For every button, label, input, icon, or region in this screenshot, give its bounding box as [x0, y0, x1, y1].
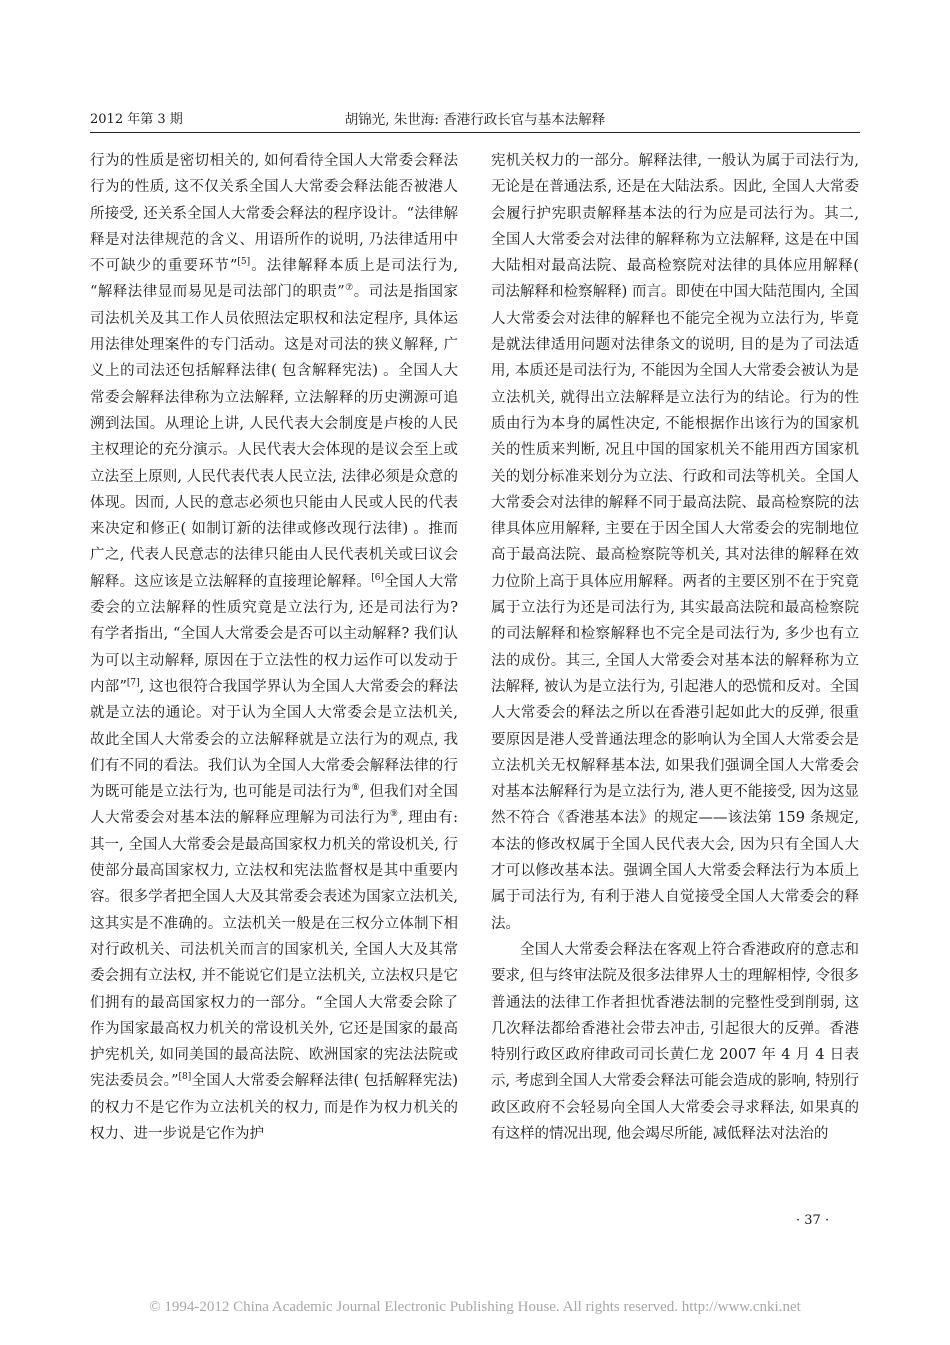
- text-run: , 理由有: 其一, 全国人大常委会是最高国家权力机关的常设机关, 行使部分最高国家权力, 立法权和宪法监督权是其中重要内容。很多学者把全国人大及其常委会表述为国家立法机关, 这其实是不准确的。立法机关一般是在三权分立体制下相对行政机关、司法机关而言的国家机关, 全国人大及其常委会拥有立法权, 并不能说它们是立法机关, 立法权只是它们拥有的最高国家权力的一部分。“全国人大常委会除了作为国家最高权力机关的常设机关外, 它还是国家的最高护宪机关, 如同美国的最高法院、欧洲国家的宪法法院或宪法委员会。”: [90, 810, 458, 1090]
- text-run: 行为的性质是密切相关的, 如何看待全国人大常委会释法行为的性质, 这不仅关系全国人大常委会释法能否被港人所接受, 还关系全国人大常委会释法的程序设计。“法律解释是对法律规范的含义、用语所作的说明, 乃法律适用中不可缺少的重要环节”: [90, 153, 458, 275]
- journal-issue: 2012 年第 3 期: [90, 112, 183, 127]
- left-column: [90, 148, 458, 1147]
- text-run: 全国人大常委会解释法律( 包括解释宪法) 的权力不是它作为立法机关的权力, 而是作为权力机关的权力、进一步说是它作为护: [90, 1073, 459, 1142]
- footnote-ref: ⑨: [389, 809, 399, 820]
- text-run: 。司法是指国家司法机关及其工作人员依照法定职权和法定程序, 具体运用法律处理案件的专门活动。这是对司法的狭义解释, 广义上的司法还包括解释法律( 包含解释宪法) 。全国人大常委会解释法律称为立法解释, 立法解释的历史溯源可追溯到法国。从理论上讲, 人民代表大会制度是卢梭的人民主权理论的充分演示。人民代表大会体现的是议会至上或立法至上原则, 人民代表代表人民立法, 法律必须是众意的体现。因而, 人民的意志必须也只能由人民或人民的代表来决定和修正( 如制订新的法律或修改现行法律) 。推而广之, 代表人民意志的法律只能由人民代表机关或曰议会解释。这应该是立法解释的直接理论解释。: [90, 284, 459, 590]
- right-paragraph-continued: 宪机关权力的一部分。解释法律, 一般认为属于司法行为, 无论是在普通法系, 还是在大陆法系。因此, 全国人大常委会履行护宪职责解释基本法的行为应是司法行为。其二, 全国人大常委会对法律的解释称为立法解释, 这是在中国大陆相对最高法院、最高检察院对法律的具体应用解释( 司法解释和检察解释) 而言。即使在中国大陆范围内, 全国人大常委会对法律的解释也不能完全视为立法行为, 毕竟是就法律适用问题对法律条文的说明, 目的是为了司法适用, 本质还是司法行为, 不能因为全国人大常委会被认为是立法机关, 就得出立法解释是立法行为的结论。行为的性质由行为本身的属性决定, 不能根据作出该行为的国家机关的性质来判断, 况且中国的国家机关不能用西方国家机关的划分标准来划分为立法、行政和司法等机关。全国人大常委会对法律的解释不同于最高法院、最高检察院的法律具体应用解释, 主要在于因全国人大常委会的宪制地位高于最高法院、最高检察院等机关, 其对法律的解释在效力位阶上高于具体应用解释。两者的主要区别不在于究竟属于立法行为还是司法行为, 其实最高法院和最高检察院的司法解释和检察解释也不完全是司法行为, 多少也有立法的成份。其三, 全国人大常委会对基本法的解释称为立法解释, 被认为是立法行为, 引起港人的恐慌和反对。全国人大常委会的释法之所以在香港引起如此大的反弹, 很重要原因是港人受普通法理念的影响认为全国人大常委会是立法机关无权解释基本法, 如果我们强调全国人大常委会对基本法解释行为是立法行为, 港人更不能接受, 因为这显然不符合《香港基本法》的规定——该法第 159 条规定, 本法的修改权属于全国人民代表大会, 因为只有全国人大才可以修改基本法。强调全国人大常委会释法行为本质上属于司法行为, 有利于港人自觉接受全国人大常委会的释法。: [491, 153, 859, 932]
- running-header: [90, 104, 860, 133]
- text-run: , 这也很符合我国学界认为全国人大常委会的释法就是立法的通论。对于认为全国人大常委会是立法机关, 故此全国人大常委会的立法解释就是立法行为的观点, 我们有不同的看法。我们认为全国人大常委会解释法律的行为既可能是立法行为, 也可能是司法行为: [90, 678, 458, 801]
- citation-ref: [6]: [371, 572, 384, 583]
- citation-ref: [7]: [126, 678, 140, 689]
- right-column: [491, 148, 859, 1147]
- text-run: 全国人大常委会的立法解释的性质究竟是立法行为, 还是司法行为? 有学者指出, “全国人大常委会是否可以主动解释? 我们认为可以主动解释, 原因在于立法性的权力运作可以发动于内部”: [90, 573, 459, 695]
- page-number: · 37 ·: [796, 1213, 830, 1228]
- text-run: 。法律解释本质上是司法行为, “解释法律显而易见是司法部门的职责”: [90, 258, 458, 301]
- left-paragraph: [90, 148, 458, 1147]
- footnote-ref: ⑦: [344, 283, 354, 294]
- running-title: 胡锦光, 朱世海: 香港行政长官与基本法解释: [344, 112, 606, 128]
- citation-ref: [5]: [237, 257, 251, 268]
- copyright-footer: © 1994-2012 China Academic Journal Electronic Publishing House. All rights reserved. http://www.cnki.net: [149, 1299, 801, 1315]
- footnote-ref: ⑧: [351, 783, 360, 794]
- right-paragraph-new: 全国人大常委会释法在客观上符合香港政府的意志和要求, 但与终审法院及很多法律界人士的理解相悖, 令很多普通法的法律工作者担忧香港法制的完整性受到削弱, 这几次释法都给香港社会带去冲击, 引起很大的反弹。香港特别行政区政府律政司司长黄仁龙 2007 年 4 月 4 日表示, 考虑到全国人大常委会释法可能会造成的影响, 特别行政区政府不会轻易向全国人大常委会寻求释法, 如果真的有这样的情况出现, 他会竭尽所能, 减低释法对法治的: [491, 941, 859, 1142]
- citation-ref: [8]: [178, 1072, 192, 1083]
- text-run: , 但我们对全国人大常委会对基本法的解释应理解为司法行为: [90, 784, 458, 827]
